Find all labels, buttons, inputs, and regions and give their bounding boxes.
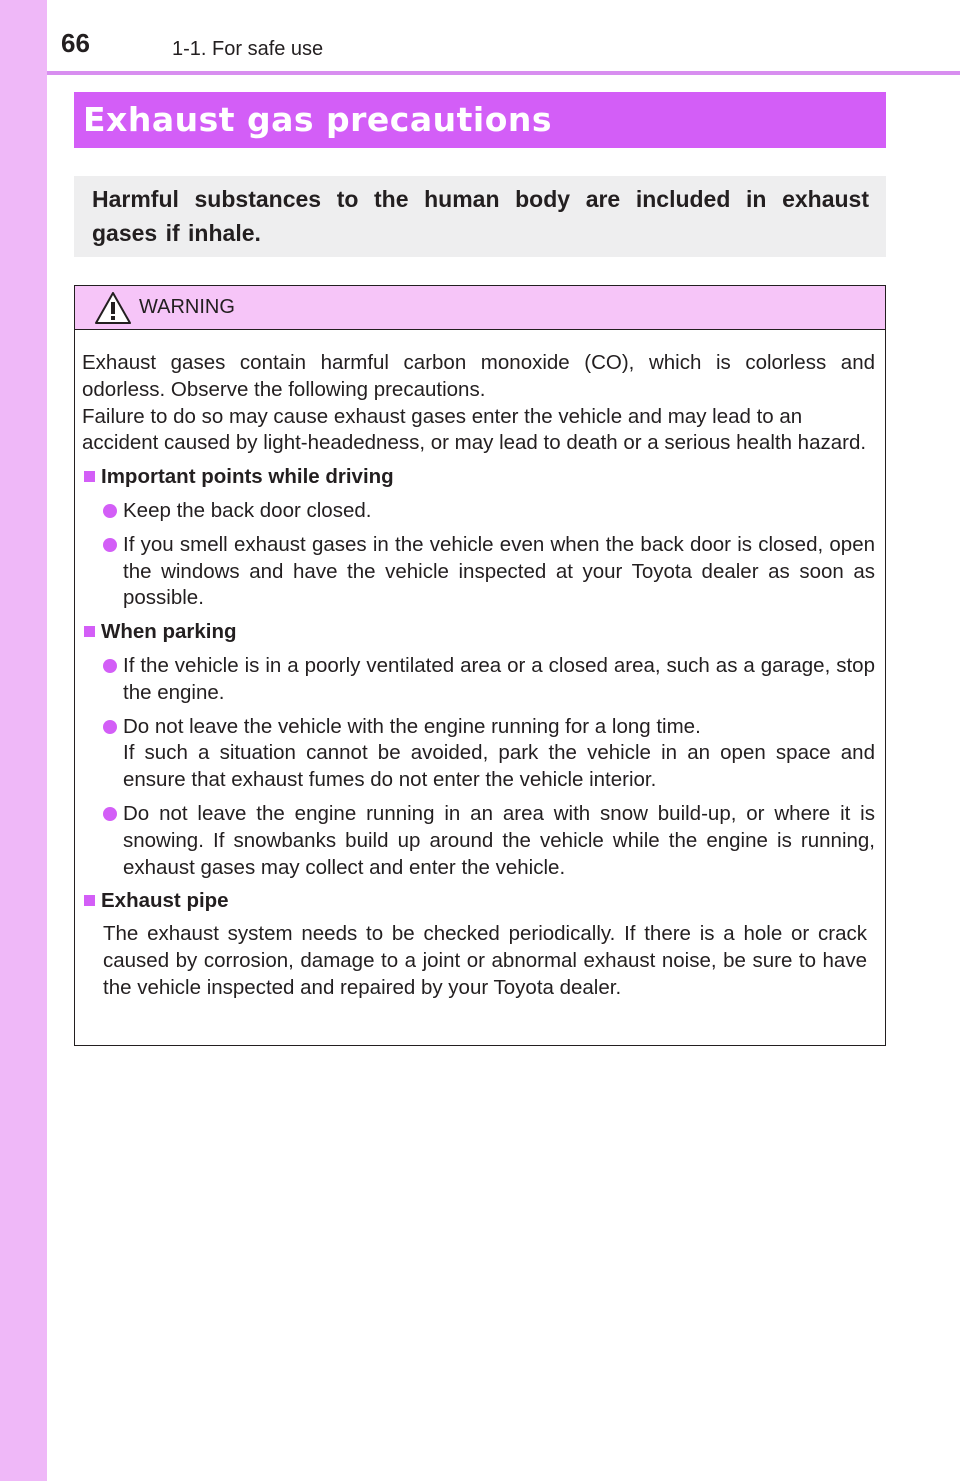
warning-body: [75, 330, 885, 1002]
square-bullet-icon: [84, 895, 95, 906]
square-bullet-icon: [84, 626, 95, 637]
intro-box: [74, 176, 886, 257]
side-tab-strip: [0, 0, 47, 1481]
circle-bullet-icon: [103, 659, 117, 673]
warning-header: [75, 286, 885, 330]
square-bullet-icon: [84, 471, 95, 482]
circle-bullet-icon: [103, 504, 117, 518]
list-item-paragraph: Do not leave the engine running in an area with snow build-up, or where it is snowing. If snowbanks build up around the vehicle while the engine is running, exhaust gases may collect and enter the vehicle.: [123, 801, 875, 879]
list-item-paragraph: Do not leave the vehicle with the engine running for a long time.: [123, 714, 701, 738]
section-title: Exhaust gas precautions: [83, 100, 553, 139]
section-heading: [82, 619, 875, 646]
section-heading-text: Important points while driving: [101, 465, 394, 489]
list-item: [82, 714, 875, 794]
circle-bullet-icon: [103, 538, 117, 552]
list-item: [82, 498, 875, 525]
list-item: [82, 532, 875, 612]
list-item-text: [123, 498, 875, 525]
section-heading: [82, 888, 875, 915]
list-item-text: [123, 653, 875, 707]
section-heading-text: Exhaust pipe: [101, 889, 229, 913]
list-item: [82, 801, 875, 881]
warning-triangle-icon: [95, 292, 131, 324]
list-item-paragraph: If such a situation cannot be avoided, park the vehicle in an open space and ensure that exhaust fumes do not enter the vehicle interior.: [123, 741, 875, 792]
section-heading-text: When parking: [101, 620, 237, 644]
circle-bullet-icon: [103, 807, 117, 821]
list-item-text: [123, 714, 875, 794]
list-item: [82, 653, 875, 707]
intro-text: Harmful substances to the human body are included in exhaust gases if inhale.: [92, 186, 869, 246]
circle-bullet-icon: [103, 720, 117, 734]
section-heading: [82, 464, 875, 491]
header-divider: [47, 71, 960, 75]
list-item-paragraph: If you smell exhaust gases in the vehicle even when the back door is closed, open the windows and have the vehicle inspected at your Toyota dealer as soon as possible.: [123, 532, 875, 610]
warning-paragraph: Exhaust gases contain harmful carbon monoxide (CO), which is colorless and odorless. Observe the following precautions.: [82, 351, 875, 401]
list-item-paragraph: Keep the back door closed.: [123, 498, 372, 522]
warning-label: WARNING: [139, 296, 235, 318]
list-item-paragraph: If the vehicle is in a poorly ventilated area or a closed area, such as a garage, stop the engine.: [123, 653, 875, 704]
page-number: 66: [61, 28, 90, 58]
list-item-text: [123, 532, 875, 612]
warning-paragraph: Failure to do so may cause exhaust gases enter the vehicle and may lead to an accident caused by light-headedness, or may lead to death or a serious health hazard.: [82, 404, 867, 455]
section-paragraph: The exhaust system needs to be checked periodically. If there is a hole or crack caused by corrosion, damage to a joint or abnormal exhaust noise, be sure to have the vehicle inspected and repaired by your Toyota dealer.: [103, 922, 867, 999]
warning-box: [74, 285, 886, 1046]
list-item-text: [123, 801, 875, 881]
chapter-title: 1-1. For safe use: [172, 38, 324, 60]
section-title-bar: [74, 92, 886, 148]
